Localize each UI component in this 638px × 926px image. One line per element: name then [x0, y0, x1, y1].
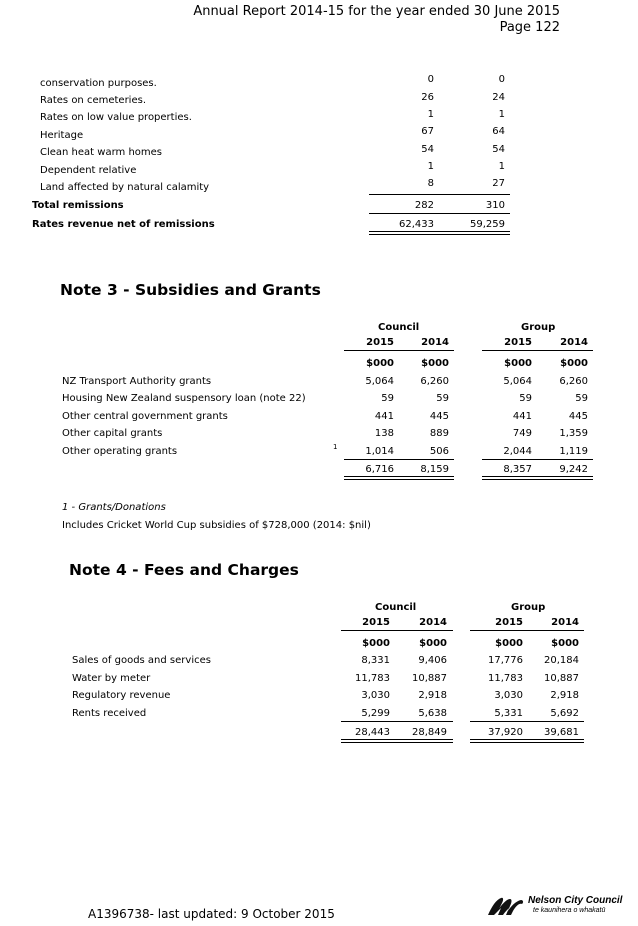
group-subtotal-rule [470, 721, 584, 722]
logo-mark-icon [486, 894, 526, 918]
row-label: Other central government grants [62, 411, 228, 422]
council-2015: 59 [381, 393, 394, 404]
group-total-double-rule [470, 739, 584, 743]
council-2014: 506 [429, 446, 449, 457]
group-2014: 10,887 [544, 673, 579, 684]
group-2014: 445 [568, 411, 588, 422]
group-year-2015: 2015 [504, 337, 532, 348]
council-header-rule [344, 350, 454, 351]
row-label: Other operating grants [62, 446, 178, 457]
group-2014: 20,184 [544, 655, 579, 666]
group-total-2015: 37,920 [488, 727, 523, 738]
logo-tagline: te kaunihera o whakatū [533, 907, 606, 914]
value-2014: 24 [492, 92, 505, 103]
group-total-double-rule [482, 476, 593, 480]
council-2014: 59 [436, 393, 449, 404]
group-unit-2015: $000 [504, 358, 532, 369]
footnote-text: Includes Cricket World Cup subsidies of $728,000 (2014: $nil) [62, 520, 371, 531]
group-year-2015: 2015 [495, 617, 523, 628]
council-2014: 10,887 [412, 673, 447, 684]
council-total-double-rule [341, 739, 453, 743]
council-header-rule [341, 630, 453, 631]
value-2015: 1 [427, 161, 434, 172]
council-2015: 1,014 [365, 446, 394, 457]
council-2015: 138 [374, 428, 394, 439]
total-2015: 282 [414, 200, 434, 211]
net-2015: 62,433 [399, 219, 434, 230]
row-label: NZ Transport Authority grants [62, 376, 212, 387]
council-total-2015: 6,716 [365, 464, 394, 475]
value-2015: 0 [427, 74, 434, 85]
group-2015: 11,783 [488, 673, 523, 684]
row-label: Rates on low value properties. [40, 112, 192, 123]
row-label: Clean heat warm homes [40, 147, 162, 158]
group-unit-2015: $000 [495, 638, 523, 649]
council-2014: 445 [429, 411, 449, 422]
council-2015: 441 [374, 411, 394, 422]
group-unit-2014: $000 [560, 358, 588, 369]
row-label: Other capital grants [62, 428, 163, 439]
value-2015: 8 [427, 178, 434, 189]
council-year-2014: 2014 [419, 617, 447, 628]
group-2015: 17,776 [488, 655, 523, 666]
group-2015: 749 [512, 428, 532, 439]
council-subtotal-rule [341, 721, 453, 722]
council-total-2014: 28,849 [412, 727, 447, 738]
council-unit-2014: $000 [419, 638, 447, 649]
footnote-title: 1 - Grants/Donations [62, 502, 166, 513]
group-2014: 1,119 [559, 446, 588, 457]
note4-title: Note 4 - Fees and Charges [69, 561, 299, 579]
doc-reference: A1396738- last updated: 9 October 2015 [88, 907, 335, 921]
value-2015: 26 [421, 92, 434, 103]
council-year-2014: 2014 [421, 337, 449, 348]
group-header-rule [470, 630, 584, 631]
group-2015: 3,030 [494, 690, 523, 701]
group-2015: 5,331 [494, 708, 523, 719]
council-subtotal-rule [344, 459, 454, 460]
row-label: Rents received [72, 708, 147, 719]
net-double-rule [369, 231, 510, 235]
council-year-2015: 2015 [362, 617, 390, 628]
group-2015: 59 [519, 393, 532, 404]
row-label: Rates on cemeteries. [40, 95, 147, 106]
row-label: Land affected by natural calamity [40, 182, 210, 193]
subtotal-rule [369, 194, 510, 195]
logo-name: Nelson City Council [528, 895, 623, 906]
council-2015: 11,783 [355, 673, 390, 684]
page-number: Page 122 [499, 20, 560, 35]
group-header: Group [511, 602, 546, 613]
group-total-2014: 9,242 [559, 464, 588, 475]
row-label: Water by meter [72, 673, 151, 684]
group-2014: 6,260 [559, 376, 588, 387]
net-label: Rates revenue net of remissions [32, 219, 215, 230]
group-2015: 441 [512, 411, 532, 422]
group-2015: 2,044 [503, 446, 532, 457]
group-2014: 1,359 [559, 428, 588, 439]
row-label: Housing New Zealand suspensory loan (note 22) [62, 393, 306, 404]
council-unit-2015: $000 [362, 638, 390, 649]
group-2015: 5,064 [503, 376, 532, 387]
council-year-2015: 2015 [366, 337, 394, 348]
council-2015: 8,331 [361, 655, 390, 666]
value-2014: 1 [498, 109, 505, 120]
note3-title: Note 3 - Subsidies and Grants [60, 281, 321, 299]
group-total-2014: 39,681 [544, 727, 579, 738]
council-2014: 5,638 [418, 708, 447, 719]
council-header: Council [378, 322, 420, 333]
row-label: Sales of goods and services [72, 655, 211, 666]
group-year-2014: 2014 [551, 617, 579, 628]
value-2015: 54 [421, 144, 434, 155]
row-label: Dependent relative [40, 165, 137, 176]
council-unit-2014: $000 [421, 358, 449, 369]
council-total-2014: 8,159 [420, 464, 449, 475]
council-2015: 5,299 [361, 708, 390, 719]
net-2014: 59,259 [470, 219, 505, 230]
row-label: Heritage [40, 130, 84, 141]
value-2014: 54 [492, 144, 505, 155]
value-2014: 27 [492, 178, 505, 189]
council-total-2015: 28,443 [355, 727, 390, 738]
value-2014: 64 [492, 126, 505, 137]
group-header: Group [521, 322, 556, 333]
total-rule [369, 213, 510, 214]
footnote-marker: 1 [333, 443, 338, 451]
total-2014: 310 [485, 200, 505, 211]
council-total-double-rule [344, 476, 454, 480]
group-2014: 2,918 [550, 690, 579, 701]
value-2014: 0 [498, 74, 505, 85]
council-2014: 2,918 [418, 690, 447, 701]
row-label: conservation purposes. [40, 78, 157, 89]
group-header-rule [482, 350, 593, 351]
group-unit-2014: $000 [551, 638, 579, 649]
group-total-2015: 8,357 [503, 464, 532, 475]
group-2014: 5,692 [550, 708, 579, 719]
council-2015: 5,064 [365, 376, 394, 387]
value-2014: 1 [498, 161, 505, 172]
group-2014: 59 [575, 393, 588, 404]
row-label: Regulatory revenue [72, 690, 171, 701]
report-title: Annual Report 2014-15 for the year ended 30 June 2015 [193, 4, 560, 19]
council-2014: 6,260 [420, 376, 449, 387]
council-header: Council [375, 602, 417, 613]
group-subtotal-rule [482, 459, 593, 460]
value-2015: 1 [427, 109, 434, 120]
group-year-2014: 2014 [560, 337, 588, 348]
council-2014: 9,406 [418, 655, 447, 666]
council-2015: 3,030 [361, 690, 390, 701]
total-label: Total remissions [32, 200, 124, 211]
value-2015: 67 [421, 126, 434, 137]
council-unit-2015: $000 [366, 358, 394, 369]
council-2014: 889 [429, 428, 449, 439]
